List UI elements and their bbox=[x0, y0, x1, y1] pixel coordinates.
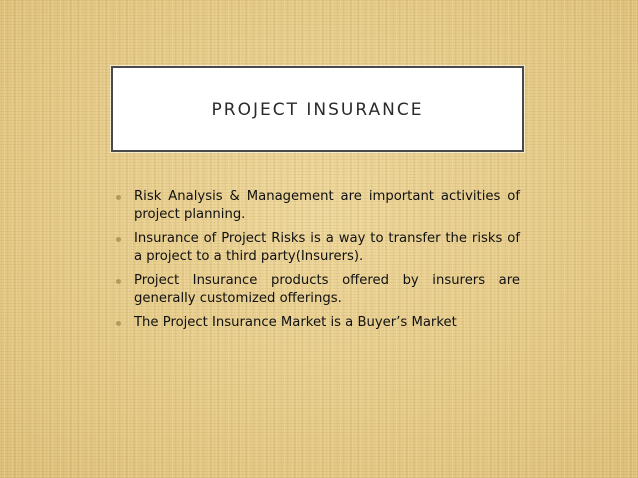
bullet-item bbox=[112, 188, 520, 224]
bullet-text: Project Insurance products offered by insurers are generally customized offerings. bbox=[134, 273, 520, 306]
bullet-item bbox=[112, 272, 520, 308]
slide-title: PROJECT INSURANCE bbox=[211, 100, 424, 120]
bullet-list bbox=[112, 188, 520, 338]
bullet-dot-icon bbox=[116, 195, 121, 200]
bullet-text: The Project Insurance Market is a Buyer’s Market bbox=[134, 315, 457, 330]
bullet-item bbox=[112, 230, 520, 266]
bullet-text: Insurance of Project Risks is a way to transfer the risks of a project to a third party(Insurers). bbox=[134, 231, 520, 264]
title-box bbox=[111, 66, 524, 152]
bullet-text: Risk Analysis & Management are important activities of project planning. bbox=[134, 189, 520, 222]
bullet-dot-icon bbox=[116, 279, 121, 284]
bullet-dot-icon bbox=[116, 321, 121, 326]
bullet-item bbox=[112, 314, 520, 332]
bullet-dot-icon bbox=[116, 237, 121, 242]
